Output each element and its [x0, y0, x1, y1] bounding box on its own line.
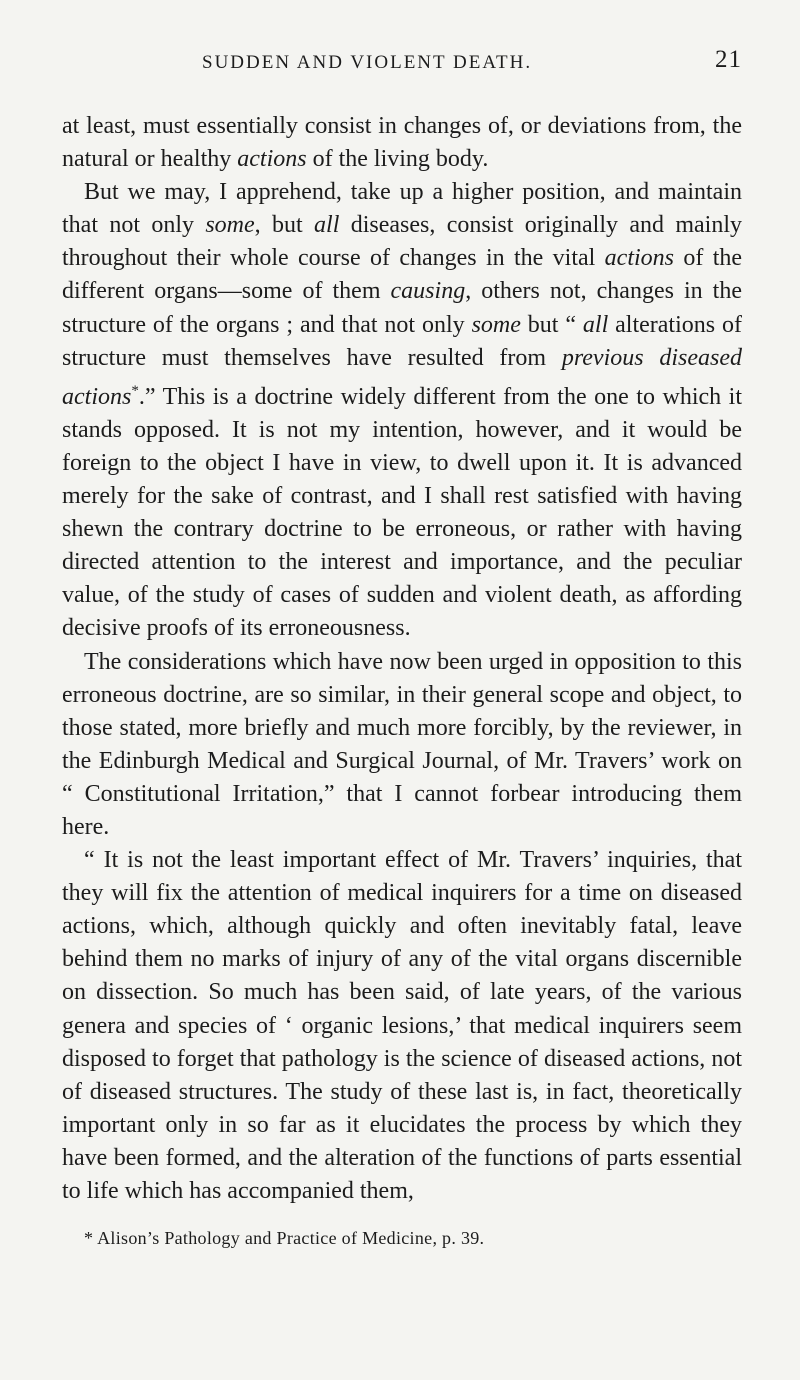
text-run: diseases, consist originally and mainly throughout their whole course of changes in the vital — [62, 212, 743, 272]
text-run: But we may, I apprehend, take up a higher position, and maintain that not only — [62, 179, 742, 239]
text-run: .” This is a doctrine widely different from the one to which it stands opposed. It is not my intention, however, and it would be foreign to the object I have in view, to dwell upon it. It is advanced merely for the sake of contrast, and I shall rest satisfied with having shewn the contrary doctrine to be erroneous, or rather with having directed attention to the interest and importance, and the peculiar value, of the study of cases of sudden and violent death, as affording decisive proofs of its erroneousness. — [62, 383, 742, 642]
book-page — [62, 40, 742, 1250]
text-run: The considerations which have now been urged in opposition to this erroneous doctrine, are so similar, in their general scope and object, to those stated, more briefly and much more forcibly, by the reviewer, in the Edinburgh Medical and Surgical Journal, of Mr. Travers’ work on “ Constitutional Irritation,” that I cannot forbear introducing them here. — [62, 648, 742, 840]
italic-text: actions — [237, 146, 307, 173]
paragraph — [62, 176, 742, 645]
running-title: SUDDEN AND VIOLENT DEATH. — [202, 52, 533, 73]
text-run: “ It is not the least important effect of Mr. Travers’ inquiries, that they will fix the attention of medical inquirers for a time on diseased actions, which, although quickly and often inevitably fatal, leave behind them no marks of injury of any of the vital organs discernible on dissection. So much has been said, of late years, of the various genera and species of ‘ organic lesions,’ that medical inquirers seem disposed to forget that pathology is the science of diseased actions, not of diseased structures. The study of these last is, in fact, theoretically important only in so far as it elucidates the process by which they have been formed, and the alteration of the functions of parts essential to life which has accompanied them, — [62, 847, 742, 1204]
italic-text: previous diseased actions — [62, 344, 742, 410]
text-run: , but — [254, 212, 315, 239]
page-number: 21 — [715, 46, 742, 73]
footnote: * Alison’s Pathology and Practice of Medicine, p. 39. — [84, 1228, 485, 1249]
text-run: at least, must essentially consist in changes of, or deviations from, the natural or healthy — [62, 113, 742, 173]
text-run: alterations of structure must themselves have resulted from — [62, 311, 742, 371]
body-text — [62, 110, 742, 1208]
italic-text: some — [471, 311, 521, 338]
italic-text: causing — [390, 278, 466, 305]
italic-text: all — [314, 212, 340, 239]
footnote-marker: * — [131, 382, 139, 399]
text-run: , others not, changes in the structure of the organs ; and that not only — [62, 278, 742, 338]
text-run: of the living body. — [306, 146, 489, 173]
italic-text: some — [205, 212, 255, 239]
italic-text: all — [582, 311, 609, 338]
paragraph — [62, 844, 742, 1208]
text-run: of the different organs—some of them — [62, 245, 743, 305]
text-run: but “ — [520, 311, 583, 338]
paragraph — [62, 646, 742, 845]
running-head — [62, 40, 742, 80]
italic-text: actions — [604, 245, 674, 272]
paragraph — [62, 110, 742, 176]
